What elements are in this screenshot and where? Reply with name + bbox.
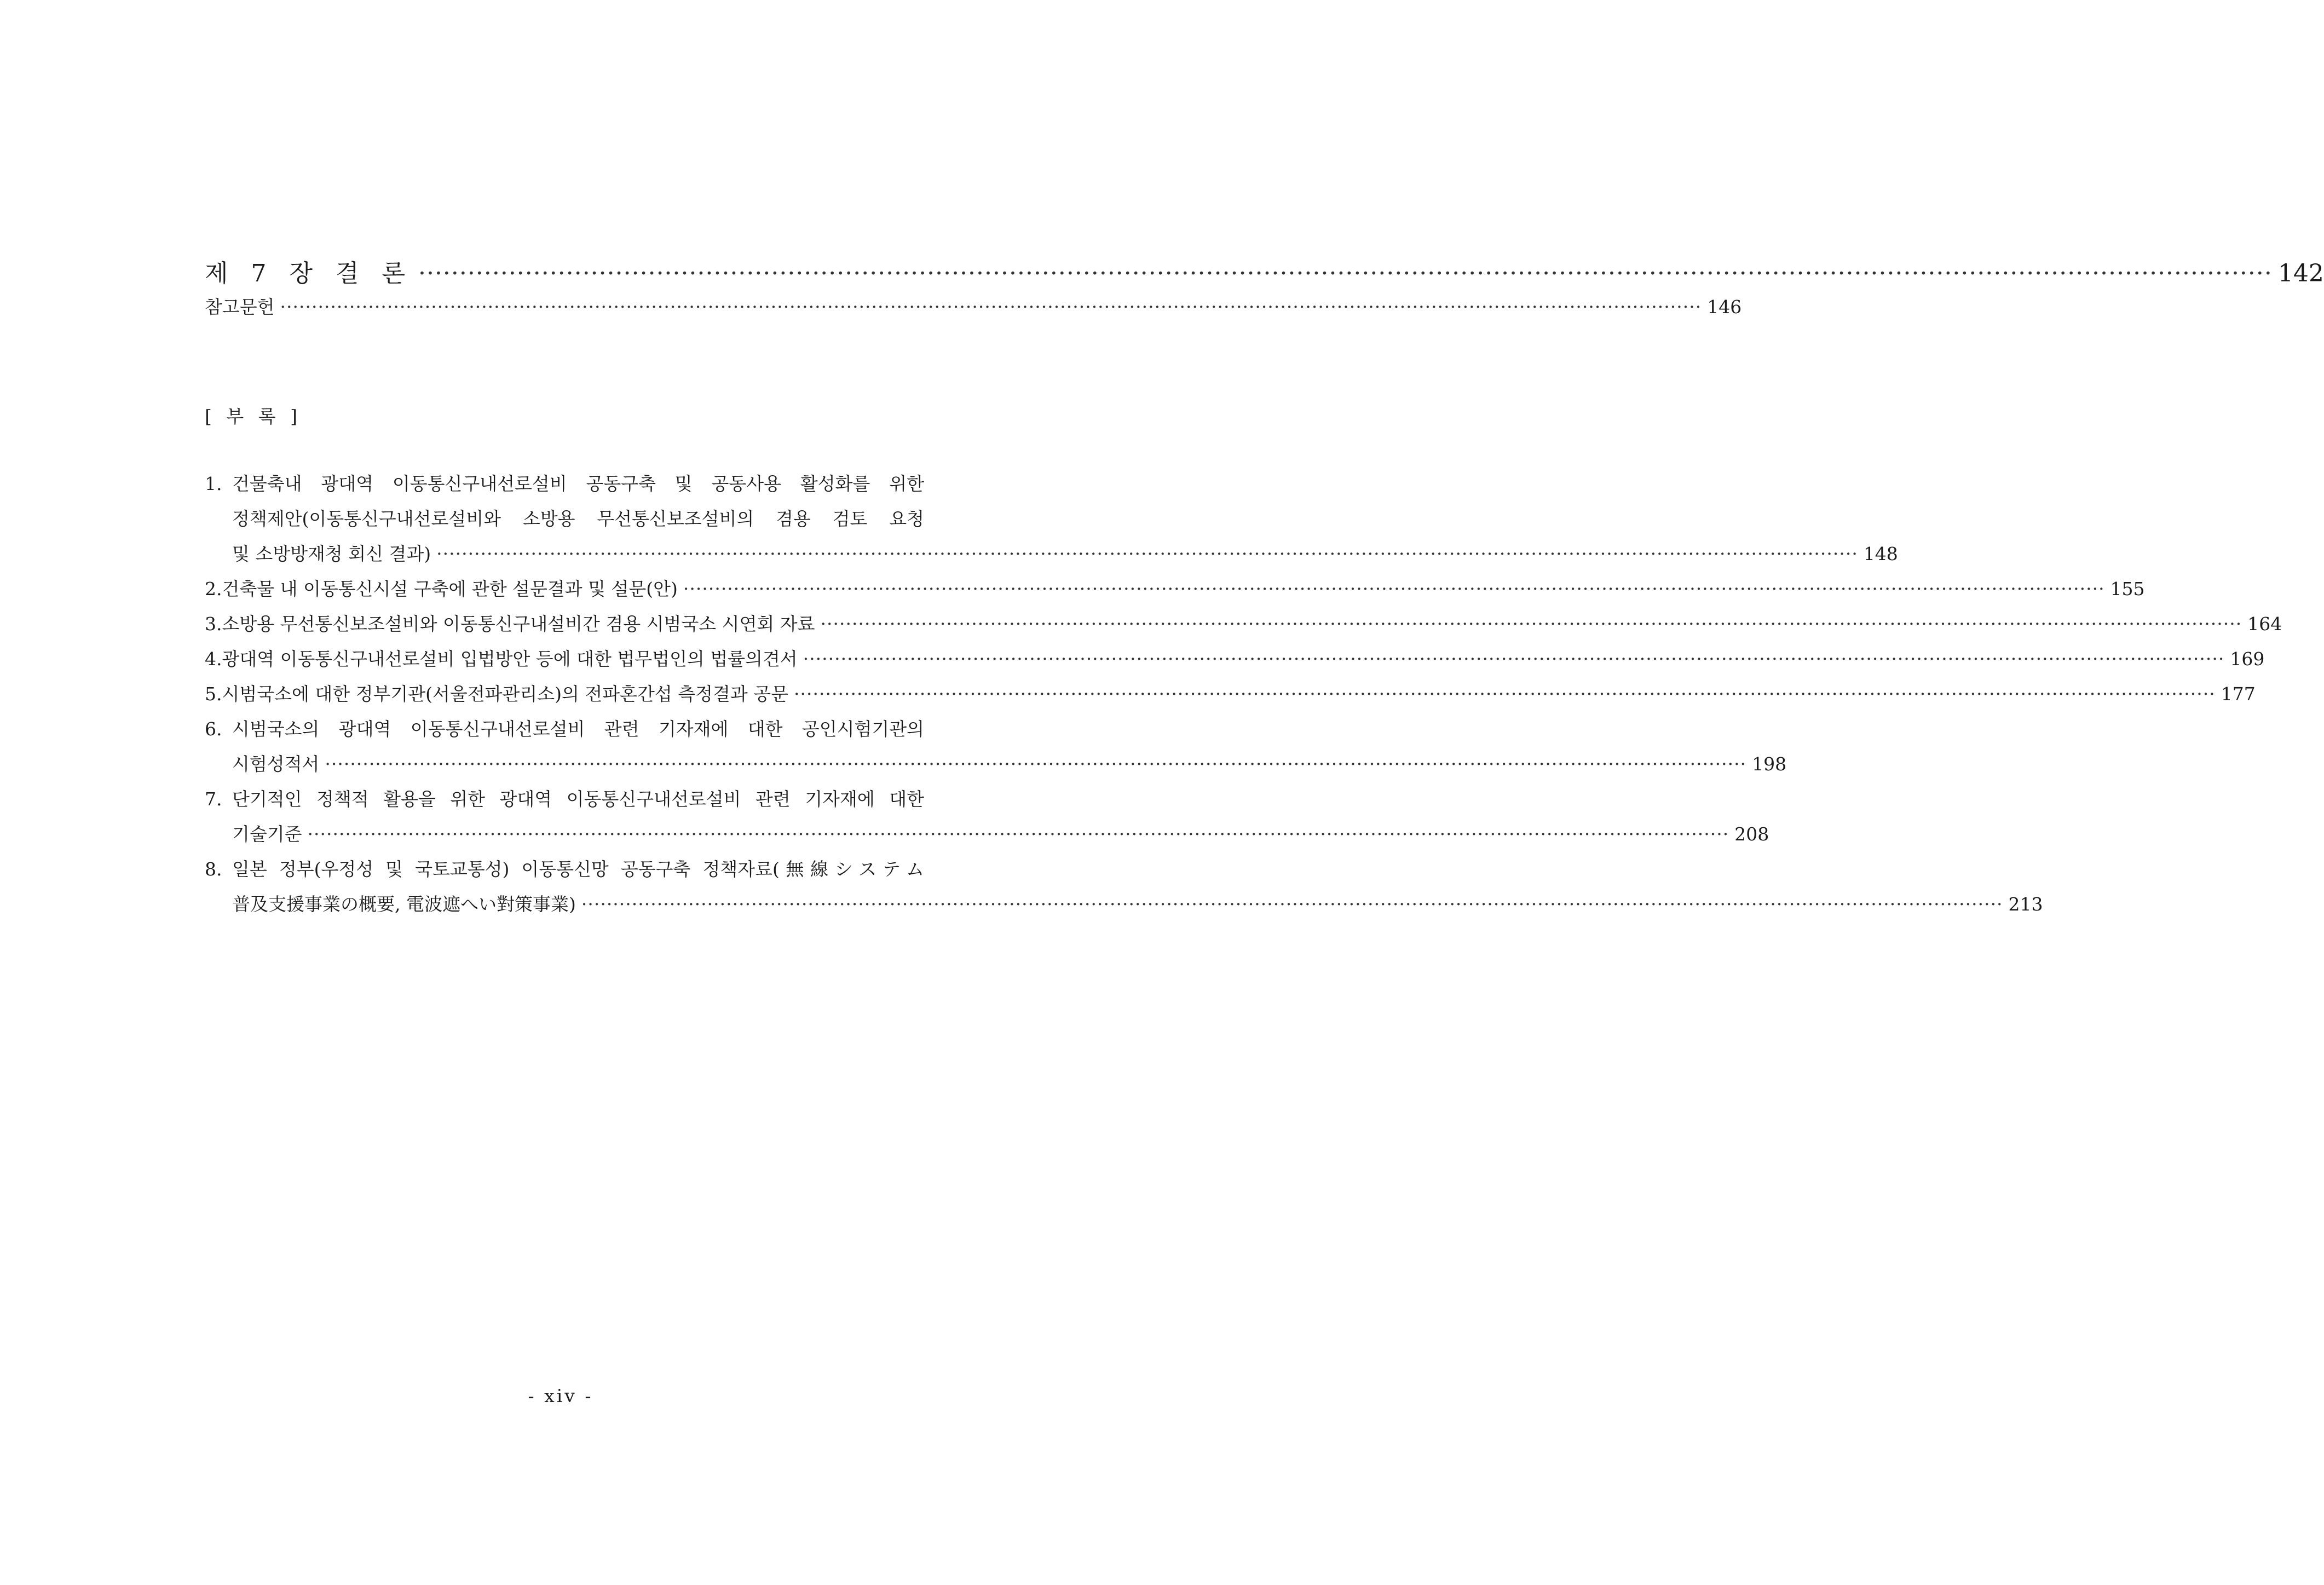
appendix-item-last-line [205, 607, 2282, 642]
item-text: 기술기준 [232, 823, 302, 845]
item-text: 및 소방방재청 회신 결과) [232, 543, 431, 564]
appendix-item-8[interactable] [205, 852, 2043, 922]
appendix-item-last-line [205, 677, 2256, 712]
item-page-number: 155 [2110, 578, 2145, 600]
references-title: 참고문헌 [205, 296, 275, 318]
appendix-item-last-line [205, 747, 1787, 782]
item-text: 단기적인 정책적 활용을 위한 광대역 이동통신구내선로설비 관련 기자재에 대한 [232, 788, 924, 810]
appendix-item-3[interactable] [205, 607, 2282, 642]
item-page-number: 208 [1734, 823, 1769, 845]
appendix-item-4[interactable] [205, 642, 2265, 677]
item-text: 시범국소에 대한 정부기관(서울전파관리소)의 전파혼간섭 측정결과 공문 [222, 683, 789, 705]
appendix-item-line: 정책제안(이동통신구내선로설비와 소방용 무선통신보조설비의 겸용 검토 요청 [232, 508, 924, 529]
item-number: 8. [205, 858, 222, 880]
dot-leader [683, 572, 2105, 607]
appendix-item-last-line [205, 817, 1769, 852]
item-number: 6. [205, 718, 222, 740]
appendix-item-last-line [205, 572, 2145, 607]
appendix-item-7[interactable] [205, 782, 1769, 852]
appendix-item-last-line [205, 887, 2043, 922]
item-text: 소방용 무선통신보조설비와 이동통신구내설비간 겸용 시범국소 시연회 자료 [222, 613, 815, 635]
item-text: 시험성적서 [232, 753, 320, 775]
page-footer-number: - xiv - [528, 1385, 593, 1407]
chapter-page-number: 142 [2277, 260, 2324, 287]
appendix-item-line [205, 466, 924, 502]
appendix-item-5[interactable] [205, 677, 2256, 712]
item-number: 4. [205, 648, 222, 670]
appendix-list [205, 466, 2282, 922]
appendix-item-1[interactable] [205, 466, 1898, 572]
item-text: 시범국소의 광대역 이동통신구내선로설비 관련 기자재에 대한 공인시험기관의 [232, 718, 924, 740]
dot-leader [794, 677, 2216, 712]
dot-leader [821, 607, 2242, 642]
appendix-item-6[interactable] [205, 712, 1787, 782]
appendix-item-line [205, 852, 924, 887]
item-text: 건축물 내 이동통신시설 구축에 관한 설문결과 및 설문(안) [222, 578, 678, 600]
appendix-item-last-line [205, 537, 1898, 572]
item-text: 광대역 이동통신구내선로설비 입법방안 등에 대한 법무법인의 법률의견서 [222, 648, 798, 670]
item-text: 일본 정부(우정성 및 국토교통성) 이동통신망 공동구축 정책자료(無線システム [232, 858, 924, 880]
item-page-number: 169 [2230, 648, 2265, 670]
appendix-item-line [205, 712, 924, 747]
appendix-item-2[interactable] [205, 572, 2145, 607]
toc-references[interactable] [205, 293, 1742, 319]
item-page-number: 148 [1863, 543, 1898, 564]
dot-leader [308, 817, 1729, 852]
item-page-number: 213 [2008, 894, 2043, 915]
chapter-title: 제 7 장 결 론 [205, 260, 413, 287]
dot-leader [581, 887, 2003, 922]
item-number: 1. [205, 473, 222, 494]
dot-leader [280, 296, 1702, 318]
item-text: 건물축내 광대역 이동통신구내선로설비 공동구축 및 공동사용 활성화를 위한 [232, 473, 924, 494]
item-text: 普及支援事業の概要, 電波遮へい對策事業) [232, 894, 576, 915]
item-page-number: 198 [1752, 753, 1787, 775]
dot-leader [803, 642, 2225, 677]
dot-leader [325, 747, 1746, 782]
dot-leader [418, 260, 2273, 287]
appendix-heading: [ 부 록 ] [205, 406, 302, 427]
item-number: 3. [205, 613, 222, 635]
item-number: 5. [205, 683, 222, 705]
appendix-item-last-line [205, 642, 2265, 677]
toc-chapter-7[interactable] [205, 253, 2324, 287]
item-number: 7. [205, 788, 222, 810]
item-page-number: 177 [2221, 683, 2256, 705]
item-page-number: 164 [2247, 613, 2282, 635]
dot-leader [436, 537, 1858, 572]
references-page-number: 146 [1707, 296, 1742, 318]
appendix-item-line [205, 782, 924, 817]
item-number: 2. [205, 578, 222, 600]
